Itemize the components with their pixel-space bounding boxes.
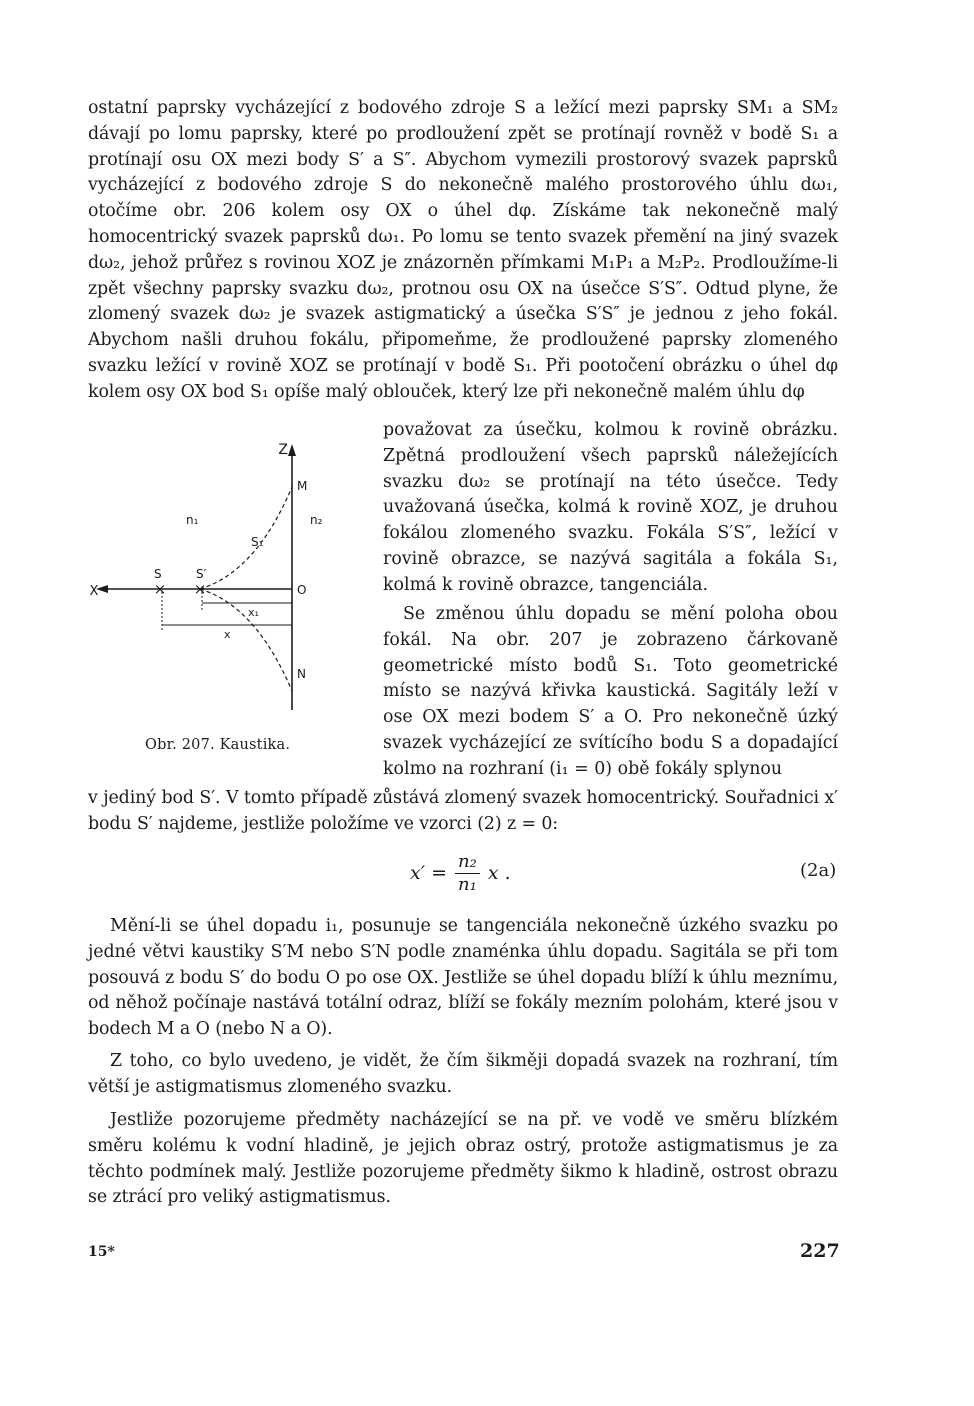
equation-denominator: n₁ [458,873,477,895]
label-o: O [297,583,307,597]
point-s-prime-marker: × [193,580,207,598]
paragraph-4: v jediný bod S′. V tomto případě zůstává zlomený svazek homocentrický. Souřadnici x′ bodu S′ najdeme, jestliže položíme ve vzorci (2) z = 0: [88,788,838,834]
paragraph-1: ostatní paprsky vycházející z bodového zdroje S a ležící mezi paprsky SM₁ a SM₂ dávají po lomu paprsky, které po prodloužení zpět se protínají rovněž v bodě S₁ a protínají osu OX mezi body S′ a S″. Abychom vymezili prostorový svazek paprsků vycházející z bodového zdroje S do nekonečně malého prostorového úhlu dω₁, otočíme obr. 206 kolem osy OX o úhel dφ. Získáme tak nekonečně malý homocentrický svazek paprsků dω₁. Po lomu se tento svazek přemění na jiný svazek dω₂, jehož průřez s rovinou XOZ je znázorněn přímkami M₁P₁ a M₂P₂. Prodloužíme-li zpět všechny paprsky svazku dω₂, protnou osu OX na úsečce S′S″. Odtud plyne, že zlomený svazek dω₂ je svazek astigmatický a úsečka S′S″ je jednou z jeho fokál. Abychom našli druhou fokálu, připomeňme, že prodloužené paprsky zlomeného svazku ležící v rovině XOZ se protínají v bodě S₁. Při pootočení obrázku o úhel dφ kolem osy OX bod S₁ opíše malý oblouček, který lze při nekonečně malém úhlu dφ [88,98,838,402]
equation-2a [410,845,511,901]
z-axis-arrow-icon [288,444,296,456]
paragraph-2: považovat za úsečku, kolmou k rovině obrázku. Zpětná prodloužení všech paprsků náležejících svazku dω₂ se protínají na této úsečce. Tedy uvažovaná úsečka, kolmá k rovině XOZ, je druhou fokálou zlomeného svazku. Fokála S′S″, ležící v rovině obrazce, se nazývá sagitála a fokála S₁, kolmá k rovině obrazce, tangenciála. [383,420,838,595]
equation-lhs: x′ = [410,862,447,884]
label-z: Z [278,442,288,458]
label-m: M [297,479,308,493]
label-x-axis: X [89,584,99,599]
label-n1: n₁ [186,513,199,527]
point-s-marker: × [153,580,167,598]
equation-rhs: x . [487,862,511,884]
paragraph-6: Z toho, co bylo uvedeno, je vidět, že čím šikměji dopadá svazek na rozhraní, tím větší je astigmatismus zlomeného svazku. [88,1051,838,1097]
label-s1: S₁ [251,535,264,549]
caustic-diagram [88,432,378,732]
equation-number: (2a) [800,860,837,881]
paragraph-5: Mění-li se úhel dopadu i₁, posunuje se tangenciála nekonečně úzkého svazku po jedné větvi kaustiky S′M nebo S′N podle znaménka úhlu dopadu. Sagitála se při tom posouvá z bodu S′ do bodu O po ose OX. Jestliže se úhel dopadu blíží k úhlu meznímu, od něhož počínaje nastává totální odraz, blíží se fokály mezním polohám, které jsou v bodech M a O (nebo N a O). [88,916,838,1040]
figure-caustic [88,432,378,732]
paragraph-7: Jestliže pozorujeme předměty nacházející se na př. ve vodě ve směru blízkém směru kolému k vodní hladině, je jejich obraz ostrý, protože astigmatismus je za těchto podmínek malý. Jestliže pozorujeme předměty šikmo k hladině, ostrost obrazu se ztrácí pro veliký astigmatismus. [88,1110,838,1208]
page-number: 227 [800,1240,840,1262]
signature-mark: 15* [88,1244,115,1260]
equation-numerator: n₂ [455,852,480,874]
label-n2: n₂ [310,513,323,527]
equation-fraction [455,852,480,895]
label-n: N [297,667,306,681]
paragraph-3: Se změnou úhlu dopadu se mění poloha obou fokál. Na obr. 207 je zobrazeno čárkovaně geometrické místo bodů S₁. Toto geometrické místo se nazývá křivka kaustická. Sagitály leží v ose OX mezi bodem S′ a O. Pro nekonečně úzký svazek vycházející ze svítícího bodu S a dopadající kolmo na rozhraní (i₁ = 0) obě fokály splynou [383,604,838,779]
caustic-upper-branch [200,487,292,589]
label-s-prime: S′ [196,567,207,581]
figure-caption: Obr. 207. Kaustika. [145,737,291,753]
label-s: S [154,567,162,581]
label-x1: x₁ [248,606,259,619]
caustic-lower-branch [200,589,292,691]
label-x: x [224,628,231,641]
